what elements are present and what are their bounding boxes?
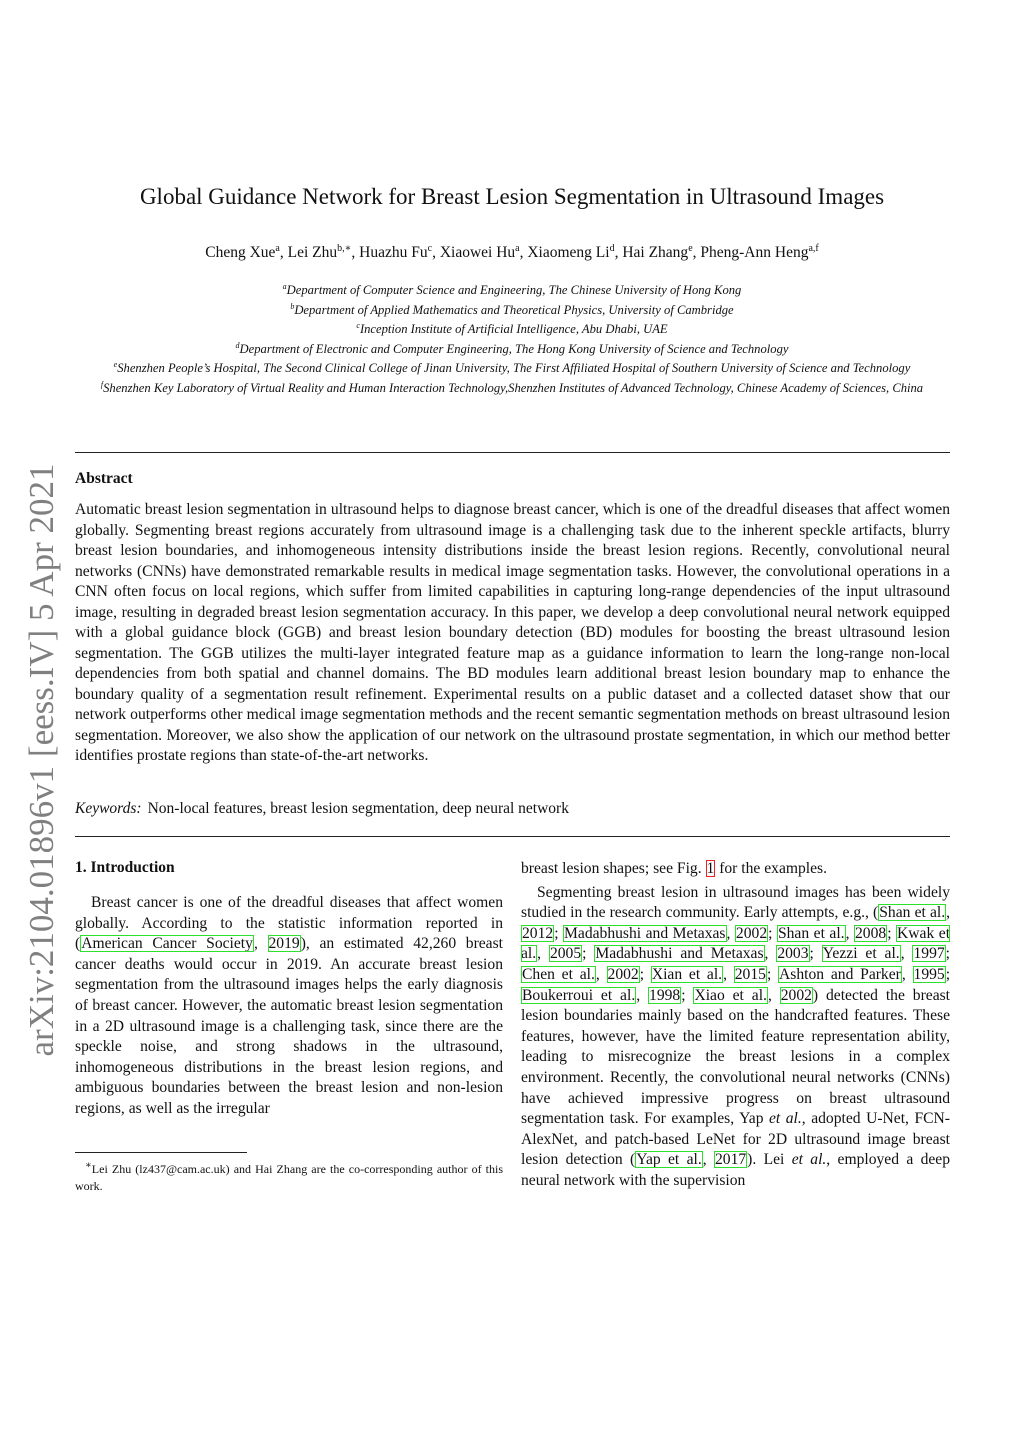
author-affiliation-mark: a [515,243,520,254]
affiliation [60,279,964,299]
body-text: ; [681,986,694,1004]
body-text: , adopted U-Net, FCN-AlexNet, and patch-based LeNet for 2D ultrasound image breast lesion detection ( [521,1110,950,1169]
section-heading-introduction: 1. Introduction [75,859,175,876]
body-text: , [537,945,549,963]
body-text: , [946,904,951,922]
citation-link[interactable]: 1995 [913,965,945,983]
citation-link[interactable]: Kwak et al. [521,924,951,963]
citation-link[interactable]: Xian et al. [651,965,723,983]
author-affiliation-mark: b,∗ [337,243,352,254]
abstract-text: Automatic breast lesion segmentation in ultrasound helps to diagnose breast cancer, which is one of the dreadful diseases that affect women globally. Segmenting breast regions accurately from ultrasound image is a challenging task due to the inherent speckle artifacts, blurry breast lesion boundaries, and inhomogeneous intensity distributions inside the breast lesion regions. Recently, convolutional neural networks (CNNs) have demonstrated remarkable results in medical image segmentation tasks. However, the convolutional operations in a CNN often focus on local regions, which suffer from limited capabilities in capturing long-range dependencies of the input ultrasound image, resulting in degraded breast lesion segmentation accuracy. In this paper, we develop a deep convolutional neural network equipped with a global guidance block (GGB) and breast lesion boundary detection (BD) modules for boosting the breast ultrasound lesion segmentation. The GGB utilizes the multi-layer integrated feature map as a guidance information to learn the long-range non-local dependencies from both spatial and channel domains. The BD modules learn additional breast lesion boundary map to enhance the boundary quality of a segmentation result refinement. Experimental results on a public dataset and a collected dataset show that our network outperforms other medical image segmentation methods and the recent semantic segmentation methods on breast ultrasound lesion segmentation. Moreover, we also show the application of our network on the ultrasound prostate segmentation, in which our method better identifies prostate regions than state-of-the-art networks. [75,501,950,764]
author-name: Xiaomeng Li [527,244,610,262]
affiliation-list [60,279,964,397]
footnote-divider [75,1152,247,1153]
author-name: Hai Zhang [622,244,689,262]
author-name: Lei Zhu [287,244,338,262]
citation-link[interactable]: Yezzi et al. [822,945,900,963]
affiliation-mark: d [235,340,240,350]
citation-link[interactable]: American Cancer Society [81,935,253,953]
citation-link[interactable]: Madabhushi and Metaxas [564,924,726,942]
affiliation [60,377,964,397]
italic-text: et al. [769,1110,802,1128]
citation-link[interactable]: Chen et al. [522,965,595,983]
affiliation-text: Department of Applied Mathematics and Theoretical Physics, University of Cambridge [294,302,734,317]
abstract-divider [75,836,950,837]
right-column [521,859,950,1192]
footnote [75,1158,503,1194]
keywords [75,800,569,818]
body-text: ), an estimated 42,260 breast cancer deaths would occur in 2019. An accurate breast lesion segmentation from the ultrasound images helps the early diagnosis of breast cancer. However, the automatic breast lesion segmentation in a 2D ultrasound image is a challenging task, since there are the speckle noise, and strong shadows in the ultrasound, inhomogeneous distributions in the breast lesion regions, and ambiguous boundaries between the breast lesion and non-lesion regions, as well as the irregular [75,935,504,1117]
body-text: Segmenting breast lesion in ultrasound images has been widely studied in the research community. Early attempts, e.g., ( [521,883,950,922]
body-text: for the examples. [715,860,828,877]
citation-link[interactable]: Shan et al. [777,924,845,942]
body-text: ; [582,945,595,963]
body-text: ). Lei [747,1151,792,1169]
footnote-text: Lei Zhu (lz437@cam.ac.uk) and Hai Zhang are the co-corresponding author of this work. [75,1162,503,1193]
citation-link[interactable]: 1997 [913,945,945,963]
citation-link[interactable]: Boukerroui et al. [522,986,636,1004]
body-text: ; [945,945,951,963]
body-text: ; [945,965,951,983]
author-affiliation-mark: a,f [808,243,819,254]
body-text: ; [768,924,777,942]
paragraph [521,859,950,880]
affiliation-text: Shenzhen Key Laboratory of Virtual Reality and Human Interaction Technology,Shenzhen Institutes of Advanced Technology, Chinese Academy of Sciences, China [103,381,924,396]
body-text: ; [554,924,564,942]
body-text: Breast cancer is one of the dreadful diseases that affect women globally. According to the statistic information reported in ( [75,894,503,953]
affiliation-mark: f [100,379,104,389]
author-affiliation-mark: d [609,243,615,254]
body-text: , [726,924,735,942]
paper-title: Global Guidance Network for Breast Lesion Segmentation in Ultrasound Images [139,184,885,209]
body-text: , [764,945,777,963]
affiliation-text: Department of Electronic and Computer Engineering, The Hong Kong University of Science and Technology [239,341,789,356]
citation-link[interactable]: 2019 [268,935,300,953]
affiliation [60,299,964,319]
body-text: ; [809,945,822,963]
paragraph [75,893,503,1120]
body-text: , [702,1151,714,1169]
citation-link[interactable]: 2002 [780,986,812,1004]
affiliation [60,357,964,377]
author-list: Cheng Xue$^a$, Lei Zhu$^{b,∗}$, Huazhu Fu$^c$, Xiaowei Hu$^a$, Xiaomeng Li$^d$, Hai Zhang$^e$, Pheng-Ann Heng$^{a,f}$ [205,243,819,262]
affiliation-text: Shenzhen People’s Hospital, The Second Clinical College of Jinan University, The First Affiliated Hospital of Southern University of Science and Technology [117,361,911,376]
body-text: breast lesion shapes; see Fig. [521,860,706,877]
left-column [75,893,503,1120]
affiliation-text: Department of Computer Science and Engineering, The Chinese University of Hong Kong [286,283,742,298]
affiliation-mark: e [113,360,118,370]
affiliation [60,318,964,338]
author-affiliation-mark: a [275,243,280,254]
body-text: , [900,945,913,963]
citation-link[interactable]: Yap et al. [636,1151,702,1169]
citation-link[interactable]: 2002 [607,965,639,983]
arxiv-stamp: arXiv:2104.01896v1 [eess.IV] 5 Apr 2021 [22,463,61,1057]
author-affiliation-mark: c [427,243,433,254]
affiliation [60,338,964,358]
body-text: , [595,965,607,983]
footnote-mark: ∗ [85,1160,92,1171]
body-text: , [636,986,649,1004]
author-name: Cheng Xue [205,244,276,262]
affiliation-text: Inception Institute of Artificial Intelligence, Abu Dhabi, UAE [359,322,668,337]
body-text: ; [766,965,779,983]
author-name: Xiaowei Hu [439,244,516,262]
keywords-text: Non-local features, breast lesion segmentation, deep neural network [147,800,569,817]
affiliation-mark: a [282,282,287,291]
figure-reference-link[interactable]: 1 [706,860,715,877]
paragraph [521,883,950,1192]
author-name: Huazhu Fu [359,244,428,262]
citation-link[interactable]: Madabhushi and Metaxas [595,945,764,963]
body-text: , [767,986,780,1004]
top-divider [75,452,950,453]
body-text: , [253,935,268,953]
affiliation-mark: b [290,301,295,311]
italic-text: et al. [791,1151,827,1169]
citation-link[interactable]: Xiao et al. [694,986,767,1004]
citation-link[interactable]: Ashton and Parker [779,965,901,983]
citation-link[interactable]: 2017 [714,1151,747,1169]
keywords-label: Keywords: [75,800,142,817]
author-name: Pheng-Ann Heng [700,244,809,262]
citation-link[interactable]: 2015 [734,965,766,983]
body-text: , [845,924,854,942]
citation-link[interactable]: 2003 [777,945,809,963]
body-text: , [723,965,734,983]
citation-link[interactable]: 2002 [735,924,768,942]
citation-link[interactable]: 2005 [549,945,582,963]
citation-link[interactable]: 2012 [522,924,554,942]
citation-link[interactable]: Shan et al. [879,904,946,922]
body-text: ) detected the breast lesion boundaries mainly based on the handcrafted features. These features, however, have the limited feature representation ability, leading to misrecognize the breast lesions in a complex environment. Recently, the convolutional neural networks (CNNs) have achieved impressive progress on breast ultrasound segmentation task. For examples, Yap [521,986,951,1128]
citation-link[interactable]: 2008 [855,924,887,942]
body-text: ; [887,924,897,942]
affiliation-mark: c [356,321,360,331]
body-text: , employed a deep neural network with the supervision [521,1151,951,1189]
author-affiliation-mark: e [688,243,693,254]
abstract-heading: Abstract [75,470,133,487]
body-text: , [901,965,913,983]
citation-link[interactable]: 1998 [649,986,681,1004]
body-text: ; [639,965,651,983]
